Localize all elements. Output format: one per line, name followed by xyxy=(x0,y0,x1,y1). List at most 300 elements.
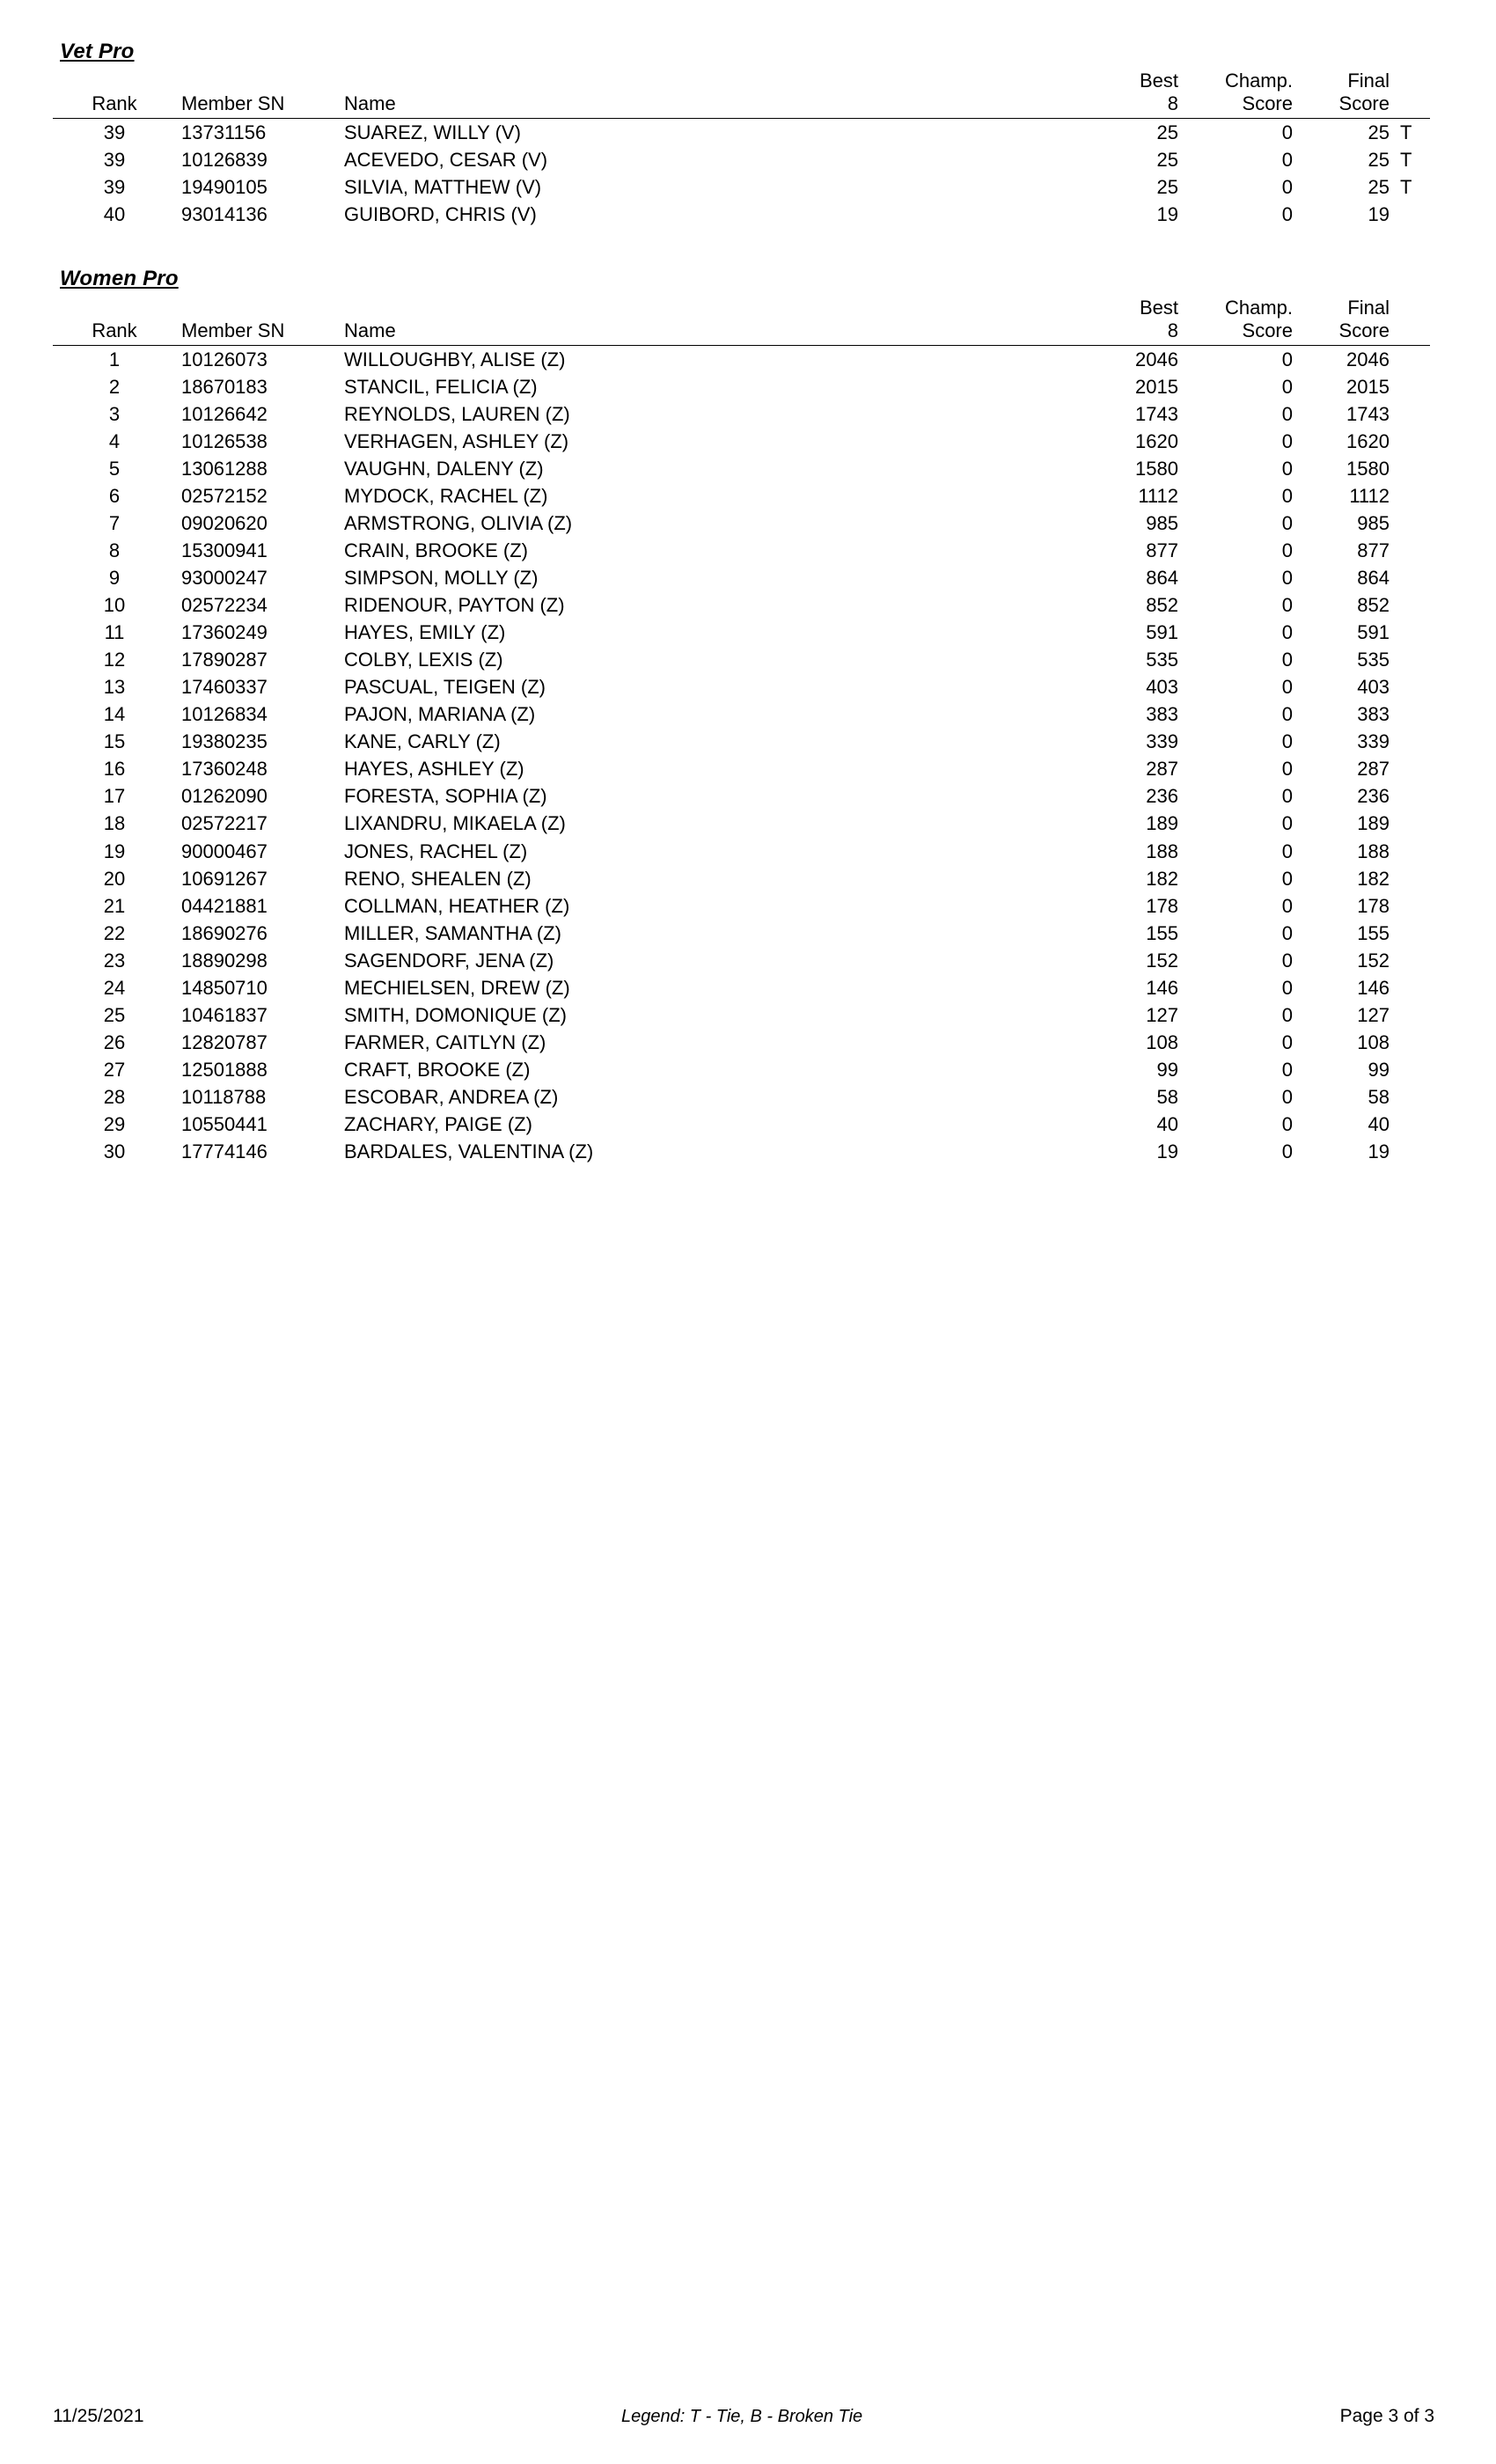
cell-rank: 1 xyxy=(108,348,121,370)
cell-tie-flag xyxy=(1395,1083,1430,1111)
cell-rank: 11 xyxy=(104,621,125,644)
cell-rank: 19 xyxy=(103,840,126,862)
table-row xyxy=(53,201,1430,228)
section-title: Women Pro xyxy=(60,267,179,291)
table-row xyxy=(53,1029,1430,1056)
cell-champ-score: 0 xyxy=(1281,621,1293,644)
cell-champ-score: 0 xyxy=(1281,703,1293,726)
cell-name: HAYES, EMILY (Z) xyxy=(344,621,506,644)
cell-best8: 155 xyxy=(1146,921,1178,944)
cell-name: ESCOBAR, ANDREA (Z) xyxy=(344,1085,559,1108)
cell-best8: 108 xyxy=(1146,1030,1178,1053)
cell-name: FARMER, CAITLYN (Z) xyxy=(344,1030,546,1053)
cell-final-score: 19 xyxy=(1368,1140,1390,1162)
cell-name: LIXANDRU, MIKAELA (Z) xyxy=(344,812,566,835)
cell-best8: 339 xyxy=(1146,730,1178,753)
cell-tie-flag xyxy=(1395,892,1430,920)
column-header-tie-flag xyxy=(1395,70,1430,118)
table-row xyxy=(53,782,1430,810)
cell-name: MYDOCK, RACHEL (Z) xyxy=(344,485,548,508)
cell-member-sn: 17360248 xyxy=(181,758,268,781)
cell-tie-flag xyxy=(1395,591,1430,619)
table-row xyxy=(53,920,1430,947)
cell-best8: 287 xyxy=(1146,758,1178,781)
cell-name: SILVIA, MATTHEW (V) xyxy=(344,175,542,198)
cell-champ-score: 0 xyxy=(1281,148,1293,171)
cell-rank: 23 xyxy=(103,949,126,972)
cell-final-score: 25 xyxy=(1368,121,1390,143)
cell-final-score: 40 xyxy=(1368,1112,1390,1135)
cell-tie-flag xyxy=(1395,345,1430,373)
cell-name: VERHAGEN, ASHLEY (Z) xyxy=(344,430,569,453)
column-header-champ-score: Champ. Score xyxy=(1224,70,1293,114)
cell-tie-flag xyxy=(1395,400,1430,428)
cell-final-score: 591 xyxy=(1357,621,1390,644)
cell-champ-score: 0 xyxy=(1281,649,1293,671)
cell-name: RENO, SHEALEN (Z) xyxy=(344,867,532,890)
cell-member-sn: 02572234 xyxy=(181,594,268,617)
cell-rank: 25 xyxy=(103,1003,126,1026)
cell-rank: 5 xyxy=(108,458,121,480)
cell-best8: 25 xyxy=(1156,148,1178,171)
cell-rank: 39 xyxy=(103,148,126,171)
cell-member-sn: 17890287 xyxy=(181,649,268,671)
cell-member-sn: 93014136 xyxy=(181,203,268,225)
column-header-member-sn: Member SN xyxy=(181,92,285,114)
cell-final-score: 2046 xyxy=(1346,348,1390,370)
cell-member-sn: 10550441 xyxy=(181,1112,268,1135)
cell-name: ZACHARY, PAIGE (Z) xyxy=(344,1112,532,1135)
table-row xyxy=(53,428,1430,455)
cell-member-sn: 17360249 xyxy=(181,621,268,644)
cell-rank: 40 xyxy=(103,203,126,225)
table-row xyxy=(53,455,1430,482)
cell-name: KANE, CARLY (Z) xyxy=(344,730,501,753)
cell-final-score: 58 xyxy=(1368,1085,1390,1108)
cell-member-sn: 02572217 xyxy=(181,812,268,835)
cell-name: FORESTA, SOPHIA (Z) xyxy=(344,785,547,808)
cell-tie-flag xyxy=(1395,673,1430,700)
cell-name: CRAIN, BROOKE (Z) xyxy=(344,539,529,562)
cell-tie-flag xyxy=(1395,1056,1430,1083)
cell-member-sn: 93000247 xyxy=(181,567,268,590)
cell-name: VAUGHN, DALENY (Z) xyxy=(344,458,544,480)
cell-champ-score: 0 xyxy=(1281,375,1293,398)
table-row xyxy=(53,1056,1430,1083)
cell-rank: 10 xyxy=(103,594,126,617)
results-table xyxy=(53,70,1430,228)
cell-rank: 7 xyxy=(108,512,121,535)
cell-tie-flag xyxy=(1395,1111,1430,1138)
cell-best8: 852 xyxy=(1146,594,1178,617)
cell-tie-flag xyxy=(1395,455,1430,482)
cell-champ-score: 0 xyxy=(1281,785,1293,808)
column-header-member-sn: Member SN xyxy=(181,319,285,341)
cell-member-sn: 10126642 xyxy=(181,403,268,425)
table-row xyxy=(53,974,1430,1001)
section-spacer xyxy=(53,237,1434,267)
table-row xyxy=(53,673,1430,700)
cell-name: CRAFT, BROOKE (Z) xyxy=(344,1058,531,1081)
cell-tie-flag xyxy=(1395,510,1430,537)
column-header-tie-flag xyxy=(1395,297,1430,345)
cell-champ-score: 0 xyxy=(1281,840,1293,862)
cell-final-score: 287 xyxy=(1357,758,1390,781)
cell-tie-flag xyxy=(1395,1138,1430,1165)
cell-final-score: 535 xyxy=(1357,649,1390,671)
cell-rank: 30 xyxy=(103,1140,126,1162)
cell-best8: 535 xyxy=(1146,649,1178,671)
cell-best8: 2015 xyxy=(1135,375,1178,398)
cell-member-sn: 12501888 xyxy=(181,1058,268,1081)
cell-name: COLLMAN, HEATHER (Z) xyxy=(344,894,570,917)
cell-final-score: 339 xyxy=(1357,730,1390,753)
footer-date: 11/25/2021 xyxy=(53,2406,144,2426)
cell-best8: 236 xyxy=(1146,785,1178,808)
cell-name: PAJON, MARIANA (Z) xyxy=(344,703,536,726)
cell-name: RIDENOUR, PAYTON (Z) xyxy=(344,594,565,617)
cell-member-sn: 19380235 xyxy=(181,730,268,753)
cell-member-sn: 10126839 xyxy=(181,148,268,171)
cell-rank: 8 xyxy=(108,539,121,562)
cell-rank: 29 xyxy=(103,1112,126,1135)
cell-tie-flag xyxy=(1395,201,1430,228)
cell-final-score: 236 xyxy=(1357,785,1390,808)
cell-member-sn: 10126538 xyxy=(181,430,268,453)
table-row xyxy=(53,173,1430,201)
cell-final-score: 1743 xyxy=(1346,403,1390,425)
cell-final-score: 25 xyxy=(1368,175,1390,198)
column-header-name: Name xyxy=(344,92,396,114)
cell-best8: 403 xyxy=(1146,676,1178,699)
cell-best8: 40 xyxy=(1156,1112,1178,1135)
cell-champ-score: 0 xyxy=(1281,121,1293,143)
table-row xyxy=(53,1111,1430,1138)
cell-member-sn: 10118788 xyxy=(181,1085,267,1108)
cell-champ-score: 0 xyxy=(1281,539,1293,562)
table-header xyxy=(53,70,1430,118)
cell-final-score: 985 xyxy=(1357,512,1390,535)
cell-tie-flag xyxy=(1395,865,1430,892)
cell-rank: 39 xyxy=(103,175,126,198)
cell-champ-score: 0 xyxy=(1281,758,1293,781)
cell-final-score: 146 xyxy=(1357,976,1390,999)
column-header-final-score: Final Score xyxy=(1338,70,1390,114)
cell-champ-score: 0 xyxy=(1281,676,1293,699)
table-row xyxy=(53,510,1430,537)
cell-final-score: 852 xyxy=(1357,594,1390,617)
table-row xyxy=(53,947,1430,974)
cell-member-sn: 14850710 xyxy=(181,976,268,999)
cell-champ-score: 0 xyxy=(1281,403,1293,425)
cell-champ-score: 0 xyxy=(1281,1112,1293,1135)
table-row xyxy=(53,1001,1430,1029)
table-row xyxy=(53,400,1430,428)
cell-name: MILLER, SAMANTHA (Z) xyxy=(344,921,561,944)
cell-best8: 25 xyxy=(1156,121,1178,143)
cell-best8: 1620 xyxy=(1135,430,1178,453)
cell-tie-flag xyxy=(1395,947,1430,974)
cell-champ-score: 0 xyxy=(1281,458,1293,480)
cell-best8: 1112 xyxy=(1138,485,1178,508)
table-row xyxy=(53,537,1430,564)
footer-page-number: Page 3 of 3 xyxy=(1339,2406,1434,2426)
table-row xyxy=(53,619,1430,646)
cell-champ-score: 0 xyxy=(1281,348,1293,370)
table-row xyxy=(53,591,1430,619)
cell-tie-flag xyxy=(1395,373,1430,400)
column-header-rank: Rank xyxy=(92,319,137,341)
cell-rank: 6 xyxy=(108,485,121,508)
cell-member-sn: 18690276 xyxy=(181,921,268,944)
cell-best8: 99 xyxy=(1156,1058,1178,1081)
cell-champ-score: 0 xyxy=(1281,812,1293,835)
cell-tie-flag: T xyxy=(1400,121,1412,143)
cell-champ-score: 0 xyxy=(1281,1085,1293,1108)
cell-name: SMITH, DOMONIQUE (Z) xyxy=(344,1003,567,1026)
cell-tie-flag: T xyxy=(1400,148,1412,171)
column-header-champ-score: Champ. Score xyxy=(1224,297,1293,341)
cell-best8: 985 xyxy=(1146,512,1178,535)
cell-final-score: 182 xyxy=(1357,867,1390,890)
footer-legend: Legend: T - Tie, B - Broken Tie xyxy=(620,2407,863,2426)
cell-name: MECHIELSEN, DREW (Z) xyxy=(344,976,570,999)
table-row xyxy=(53,700,1430,728)
table-header xyxy=(53,297,1430,345)
cell-name: WILLOUGHBY, ALISE (Z) xyxy=(344,348,566,370)
cell-tie-flag xyxy=(1395,1001,1430,1029)
cell-champ-score: 0 xyxy=(1281,921,1293,944)
cell-final-score: 152 xyxy=(1357,949,1390,972)
cell-tie-flag xyxy=(1395,1029,1430,1056)
cell-member-sn: 90000467 xyxy=(181,840,268,862)
cell-final-score: 108 xyxy=(1357,1030,1390,1053)
cell-champ-score: 0 xyxy=(1281,976,1293,999)
cell-final-score: 178 xyxy=(1357,894,1390,917)
cell-member-sn: 10126834 xyxy=(181,703,268,726)
cell-final-score: 403 xyxy=(1357,676,1390,699)
cell-champ-score: 0 xyxy=(1281,567,1293,590)
cell-rank: 18 xyxy=(103,812,126,835)
cell-rank: 21 xyxy=(103,894,126,917)
cell-tie-flag xyxy=(1395,482,1430,510)
cell-member-sn: 10691267 xyxy=(181,867,268,890)
cell-best8: 2046 xyxy=(1135,348,1178,370)
column-header-name: Name xyxy=(344,319,396,341)
cell-champ-score: 0 xyxy=(1281,175,1293,198)
cell-name: ACEVEDO, CESAR (V) xyxy=(344,148,548,171)
cell-final-score: 127 xyxy=(1357,1003,1390,1026)
cell-best8: 178 xyxy=(1146,894,1178,917)
cell-member-sn: 10126073 xyxy=(181,348,268,370)
cell-rank: 13 xyxy=(103,676,126,699)
section-vet-pro xyxy=(53,40,1434,228)
cell-member-sn: 18670183 xyxy=(181,375,268,398)
cell-champ-score: 0 xyxy=(1281,512,1293,535)
cell-name: BARDALES, VALENTINA (Z) xyxy=(344,1140,594,1162)
cell-final-score: 189 xyxy=(1357,812,1390,835)
cell-rank: 27 xyxy=(103,1058,126,1081)
cell-rank: 12 xyxy=(103,649,126,671)
cell-member-sn: 17460337 xyxy=(181,676,268,699)
column-header-final-score: Final Score xyxy=(1338,297,1390,341)
cell-rank: 14 xyxy=(103,703,126,726)
cell-name: ARMSTRONG, OLIVIA (Z) xyxy=(344,512,573,535)
cell-final-score: 2015 xyxy=(1346,375,1390,398)
cell-rank: 4 xyxy=(108,430,121,453)
cell-best8: 877 xyxy=(1146,539,1178,562)
cell-name: COLBY, LEXIS (Z) xyxy=(344,649,503,671)
cell-tie-flag: T xyxy=(1400,175,1412,198)
table-row xyxy=(53,146,1430,173)
cell-tie-flag xyxy=(1395,428,1430,455)
cell-name: PASCUAL, TEIGEN (Z) xyxy=(344,676,546,699)
cell-final-score: 383 xyxy=(1357,703,1390,726)
cell-member-sn: 10461837 xyxy=(181,1003,268,1026)
cell-member-sn: 13061288 xyxy=(181,458,268,480)
cell-tie-flag xyxy=(1395,619,1430,646)
table-row xyxy=(53,1138,1430,1165)
cell-rank: 9 xyxy=(108,567,121,590)
cell-name: GUIBORD, CHRIS (V) xyxy=(344,203,537,225)
cell-tie-flag xyxy=(1395,728,1430,755)
cell-final-score: 1112 xyxy=(1349,485,1390,508)
table-row xyxy=(53,345,1430,373)
cell-best8: 1580 xyxy=(1135,458,1178,480)
cell-best8: 864 xyxy=(1146,567,1178,590)
cell-tie-flag xyxy=(1395,810,1430,837)
cell-best8: 146 xyxy=(1146,976,1178,999)
cell-tie-flag xyxy=(1395,782,1430,810)
cell-best8: 189 xyxy=(1146,812,1178,835)
cell-tie-flag xyxy=(1395,537,1430,564)
cell-member-sn: 13731156 xyxy=(181,121,267,143)
table-body-vet-pro xyxy=(53,118,1430,228)
cell-best8: 1743 xyxy=(1135,403,1178,425)
cell-champ-score: 0 xyxy=(1281,485,1293,508)
cell-name: SIMPSON, MOLLY (Z) xyxy=(344,567,539,590)
column-header-rank: Rank xyxy=(92,92,137,114)
cell-final-score: 19 xyxy=(1368,203,1390,225)
cell-final-score: 25 xyxy=(1368,148,1390,171)
table-row xyxy=(53,810,1430,837)
cell-rank: 16 xyxy=(103,758,126,781)
cell-best8: 58 xyxy=(1156,1085,1178,1108)
section-title: Vet Pro xyxy=(60,40,135,63)
table-row xyxy=(53,892,1430,920)
cell-name: HAYES, ASHLEY (Z) xyxy=(344,758,524,781)
cell-rank: 3 xyxy=(108,403,121,425)
cell-best8: 182 xyxy=(1146,867,1178,890)
cell-rank: 17 xyxy=(103,785,126,808)
cell-name: SAGENDORF, JENA (Z) xyxy=(344,949,554,972)
cell-final-score: 1580 xyxy=(1346,458,1390,480)
cell-champ-score: 0 xyxy=(1281,1140,1293,1162)
section-women-pro xyxy=(53,267,1434,1165)
cell-member-sn: 17774146 xyxy=(181,1140,268,1162)
cell-member-sn: 02572152 xyxy=(181,485,268,508)
table-row xyxy=(53,564,1430,591)
cell-final-score: 877 xyxy=(1357,539,1390,562)
table-row xyxy=(53,118,1430,146)
table-body-women-pro xyxy=(53,345,1430,1164)
cell-rank: 2 xyxy=(108,375,121,398)
cell-name: JONES, RACHEL (Z) xyxy=(344,840,528,862)
table-row xyxy=(53,728,1430,755)
cell-champ-score: 0 xyxy=(1281,1003,1293,1026)
cell-best8: 19 xyxy=(1156,1140,1178,1162)
table-row xyxy=(53,838,1430,865)
cell-member-sn: 18890298 xyxy=(181,949,268,972)
cell-rank: 22 xyxy=(103,921,126,944)
cell-best8: 383 xyxy=(1146,703,1178,726)
cell-champ-score: 0 xyxy=(1281,1058,1293,1081)
cell-best8: 25 xyxy=(1156,175,1178,198)
cell-champ-score: 0 xyxy=(1281,867,1293,890)
cell-tie-flag xyxy=(1395,838,1430,865)
cell-final-score: 864 xyxy=(1357,567,1390,590)
column-header-best8: Best 8 xyxy=(1139,70,1178,114)
cell-final-score: 155 xyxy=(1357,921,1390,944)
cell-champ-score: 0 xyxy=(1281,203,1293,225)
cell-final-score: 1620 xyxy=(1346,430,1390,453)
cell-final-score: 99 xyxy=(1368,1058,1390,1081)
cell-name: SUAREZ, WILLY (V) xyxy=(344,121,521,143)
cell-member-sn: 12820787 xyxy=(181,1030,268,1053)
cell-tie-flag xyxy=(1395,564,1430,591)
cell-member-sn: 19490105 xyxy=(181,175,268,198)
cell-best8: 19 xyxy=(1156,203,1178,225)
results-table xyxy=(53,297,1430,1165)
cell-tie-flag xyxy=(1395,646,1430,673)
cell-best8: 152 xyxy=(1146,949,1178,972)
cell-tie-flag xyxy=(1395,700,1430,728)
cell-rank: 26 xyxy=(103,1030,126,1053)
cell-champ-score: 0 xyxy=(1281,730,1293,753)
column-header-best8: Best 8 xyxy=(1139,297,1178,341)
cell-member-sn: 01262090 xyxy=(181,785,268,808)
cell-tie-flag xyxy=(1395,755,1430,782)
cell-champ-score: 0 xyxy=(1281,894,1293,917)
cell-member-sn: 09020620 xyxy=(181,512,268,535)
cell-rank: 39 xyxy=(103,121,126,143)
page-footer xyxy=(53,2406,1434,2427)
table-row xyxy=(53,646,1430,673)
table-row xyxy=(53,373,1430,400)
cell-champ-score: 0 xyxy=(1281,949,1293,972)
cell-best8: 591 xyxy=(1146,621,1178,644)
cell-best8: 127 xyxy=(1146,1003,1178,1026)
table-row xyxy=(53,865,1430,892)
cell-champ-score: 0 xyxy=(1281,1030,1293,1053)
cell-rank: 24 xyxy=(103,976,126,999)
cell-name: REYNOLDS, LAUREN (Z) xyxy=(344,403,570,425)
cell-final-score: 188 xyxy=(1357,840,1390,862)
cell-member-sn: 04421881 xyxy=(181,894,268,917)
cell-rank: 28 xyxy=(103,1085,126,1108)
cell-best8: 188 xyxy=(1146,840,1178,862)
cell-rank: 20 xyxy=(103,867,126,890)
table-row xyxy=(53,1083,1430,1111)
table-row xyxy=(53,755,1430,782)
cell-name: STANCIL, FELICIA (Z) xyxy=(344,375,538,398)
cell-champ-score: 0 xyxy=(1281,430,1293,453)
cell-rank: 15 xyxy=(103,730,126,753)
cell-champ-score: 0 xyxy=(1281,594,1293,617)
cell-tie-flag xyxy=(1395,920,1430,947)
table-row xyxy=(53,482,1430,510)
cell-tie-flag xyxy=(1395,974,1430,1001)
